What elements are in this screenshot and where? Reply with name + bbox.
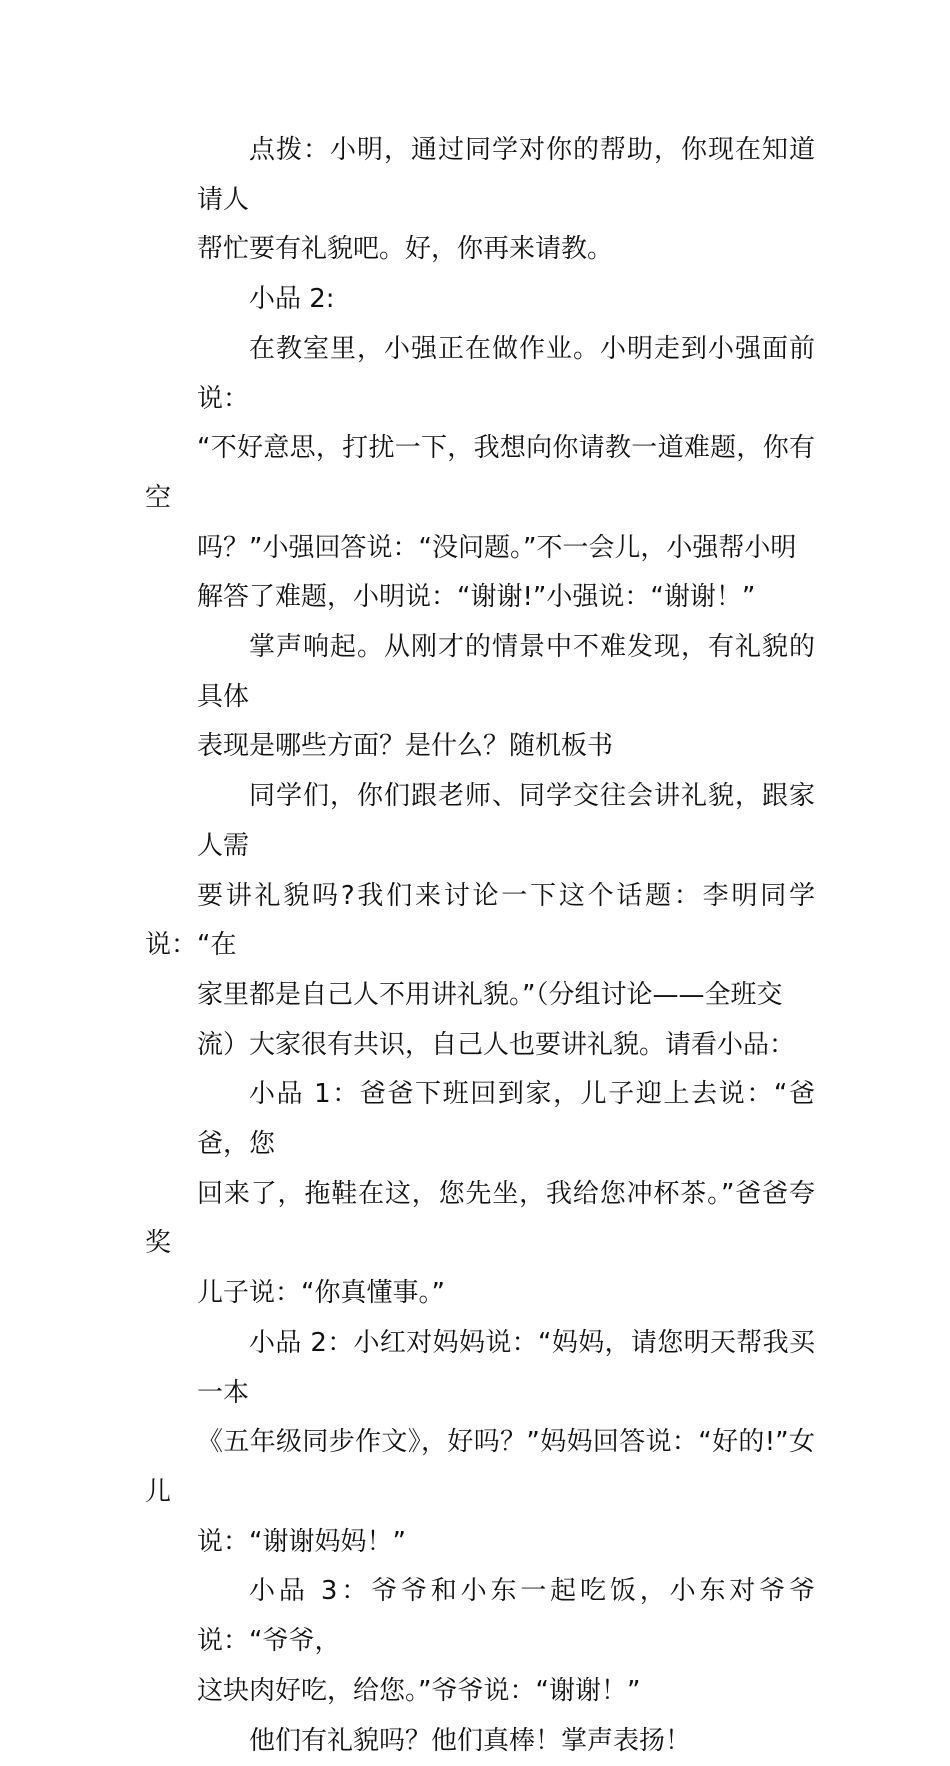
- text-line: 《五年级同步作文》，好吗？”妈妈回答说：“好的!”女儿: [145, 1418, 815, 1517]
- text-line: “不好意思，打扰一下，我想向你请教一道难题，你有空: [145, 424, 815, 523]
- text-line: 在教室里，小强正在做作业。小明走到小强面前说：: [145, 325, 815, 424]
- text-line: 表现是哪些方面？是什么？随机板书: [145, 722, 815, 772]
- text-line: 吗？”小强回答说：“没问题。”不一会儿，小强帮小明: [145, 524, 815, 574]
- text-line: 儿子说：“你真懂事。”: [145, 1269, 815, 1319]
- text-line: 同学们，你们跟老师、同学交往会讲礼貌，跟家人需: [145, 772, 815, 871]
- paragraph-3: [145, 325, 815, 623]
- text-line: 帮忙要有礼貌吧。好，你再来请教。: [145, 225, 815, 275]
- paragraph-1: [145, 126, 815, 275]
- text-line: 点拨：小明，通过同学对你的帮助，你现在知道请人: [145, 126, 815, 225]
- paragraph-9: [145, 1717, 815, 1766]
- text-line: 流）大家很有共识，自己人也要讲礼貌。请看小品：: [145, 1021, 815, 1071]
- text-line: 小品 3：爷爷和小东一起吃饭，小东对爷爷说：“爷爷，: [145, 1567, 815, 1666]
- text-line: 解答了难题，小明说：“谢谢!”小强说：“谢谢！”: [145, 573, 815, 623]
- paragraph-7: [145, 1319, 815, 1568]
- paragraph-5: [145, 772, 815, 1070]
- text-line: 说：“谢谢妈妈！”: [145, 1518, 815, 1568]
- text-line: 这块肉好吃，给您。”爷爷说：“谢谢！”: [145, 1667, 815, 1717]
- paragraph-8: [145, 1567, 815, 1716]
- text-line: 要讲礼貌吗?我们来讨论一下这个话题：李明同学说：“在: [145, 872, 815, 971]
- text-line: 回来了，拖鞋在这，您先坐，我给您冲杯茶。”爸爸夸奖: [145, 1170, 815, 1269]
- text-line: 掌声响起。从刚才的情景中不难发现，有礼貌的具体: [145, 623, 815, 722]
- paragraph-4: [145, 623, 815, 772]
- document-body: [145, 126, 815, 1766]
- text-line: 小品 2：小红对妈妈说：“妈妈，请您明天帮我买一本: [145, 1319, 815, 1418]
- text-line: 小品 2:: [145, 275, 815, 325]
- paragraph-2: [145, 275, 815, 325]
- text-line: 他们有礼貌吗？他们真棒！掌声表扬！: [145, 1717, 815, 1766]
- paragraph-6: [145, 1070, 815, 1319]
- text-line: 家里都是自己人不用讲礼貌。”（分组讨论——全班交: [145, 971, 815, 1021]
- text-line: 小品 1：爸爸下班回到家，儿子迎上去说：“爸爸，您: [145, 1070, 815, 1169]
